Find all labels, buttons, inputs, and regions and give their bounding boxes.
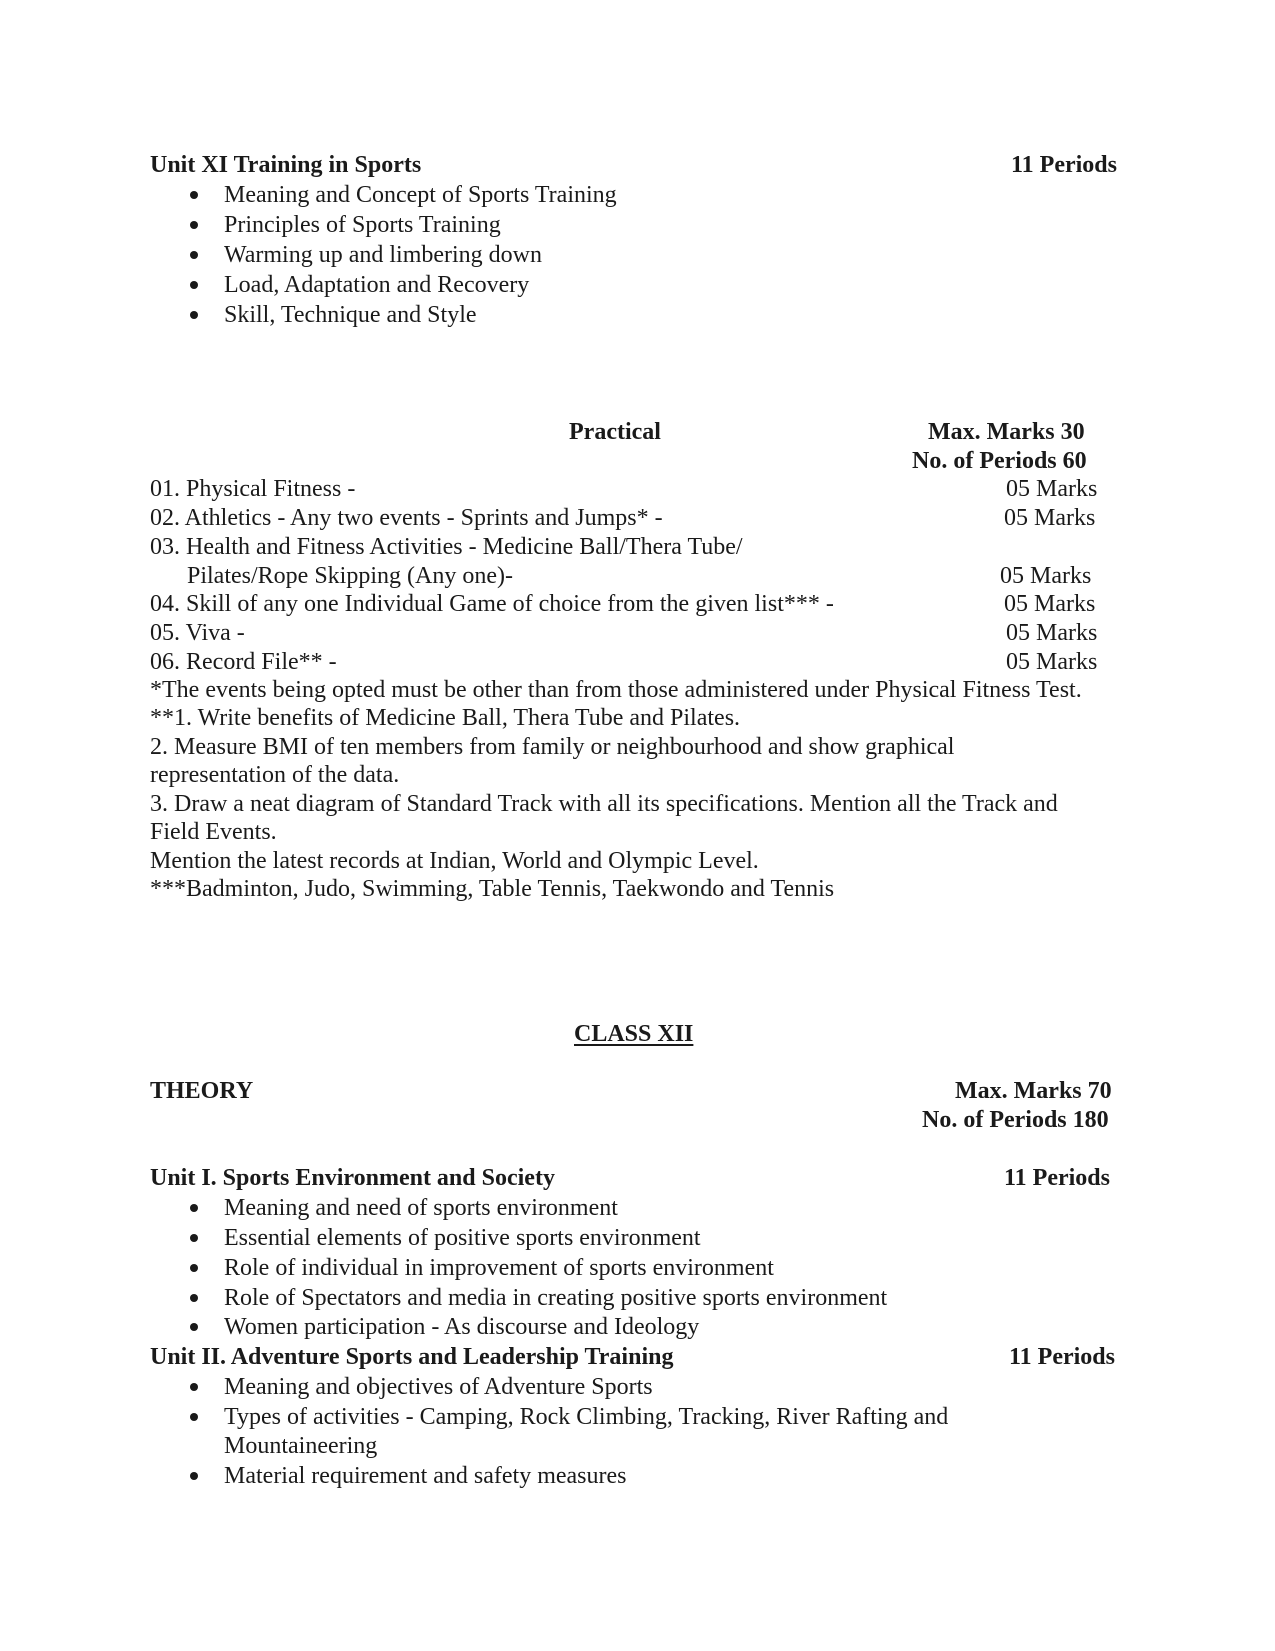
practical-row-marks: 05 Marks xyxy=(1006,649,1098,675)
practical-note: **1. Write benefits of Medicine Ball, Thera Tube and Pilates. xyxy=(150,705,741,731)
list-item: Meaning and objectives of Adventure Sports xyxy=(224,1374,653,1400)
practical-row-marks: 05 Marks xyxy=(1004,591,1096,617)
practical-note: 3. Draw a neat diagram of Standard Track with all its specifications. Mention all the Track and xyxy=(150,791,1058,817)
theory-heading: THEORY xyxy=(150,1078,254,1104)
practical-note: ***Badminton, Judo, Swimming, Table Tennis, Taekwondo and Tennis xyxy=(150,876,835,902)
list-item: Load, Adaptation and Recovery xyxy=(224,272,530,298)
practical-periods: No. of Periods 60 xyxy=(912,448,1087,474)
practical-row-label: Pilates/Rope Skipping (Any one)- xyxy=(187,563,513,589)
practical-row-label: 05. Viva - xyxy=(150,620,245,646)
theory-max-marks: Max. Marks 70 xyxy=(955,1078,1112,1104)
practical-heading: Practical xyxy=(569,419,661,445)
theory-periods: No. of Periods 180 xyxy=(922,1107,1109,1133)
practical-note: 2. Measure BMI of ten members from family or neighbourhood and show graphical xyxy=(150,734,955,760)
list-item: Role of individual in improvement of sports environment xyxy=(224,1255,774,1281)
list-item: Skill, Technique and Style xyxy=(224,302,477,328)
unit-ii-periods: 11 Periods xyxy=(1009,1344,1115,1370)
list-item: Essential elements of positive sports environment xyxy=(224,1225,701,1251)
list-item: Meaning and need of sports environment xyxy=(224,1195,618,1221)
unit-xi-periods: 11 Periods xyxy=(1011,152,1117,178)
class-xii-heading: CLASS XII xyxy=(574,1021,694,1047)
practical-row-label: 02. Athletics - Any two events - Sprints and Jumps* - xyxy=(150,505,663,531)
practical-row-label: 06. Record File** - xyxy=(150,649,337,675)
practical-row-label: 01. Physical Fitness - xyxy=(150,476,356,502)
list-item-continuation: Mountaineering xyxy=(224,1433,378,1459)
unit-i-title: Unit I. Sports Environment and Society xyxy=(150,1165,555,1191)
practical-row-label: 03. Health and Fitness Activities - Medicine Ball/Thera Tube/ xyxy=(150,534,743,560)
list-item: Warming up and limbering down xyxy=(224,242,543,268)
list-item: Women participation - As discourse and Ideology xyxy=(224,1314,700,1340)
list-item: Types of activities - Camping, Rock Climbing, Tracking, River Rafting and xyxy=(224,1404,949,1430)
list-item: Meaning and Concept of Sports Training xyxy=(224,182,617,208)
list-item: Role of Spectators and media in creating positive sports environment xyxy=(224,1285,888,1311)
list-item: Material requirement and safety measures xyxy=(224,1463,627,1489)
practical-row-label: 04. Skill of any one Individual Game of choice from the given list*** - xyxy=(150,591,834,617)
practical-row-marks: 05 Marks xyxy=(1006,620,1098,646)
practical-note: representation of the data. xyxy=(150,762,400,788)
practical-row-marks: 05 Marks xyxy=(1004,505,1096,531)
unit-xi-title: Unit XI Training in Sports xyxy=(150,152,422,178)
practical-max-marks: Max. Marks 30 xyxy=(928,419,1085,445)
list-item: Principles of Sports Training xyxy=(224,212,501,238)
practical-note: *The events being opted must be other than from those administered under Physical Fitness Test. xyxy=(150,677,1082,703)
practical-note: Mention the latest records at Indian, World and Olympic Level. xyxy=(150,848,759,874)
unit-i-periods: 11 Periods xyxy=(1004,1165,1110,1191)
practical-row-marks: 05 Marks xyxy=(1006,476,1098,502)
practical-note: Field Events. xyxy=(150,819,277,845)
practical-row-marks: 05 Marks xyxy=(1000,563,1092,589)
unit-ii-title: Unit II. Adventure Sports and Leadership Training xyxy=(150,1344,674,1370)
